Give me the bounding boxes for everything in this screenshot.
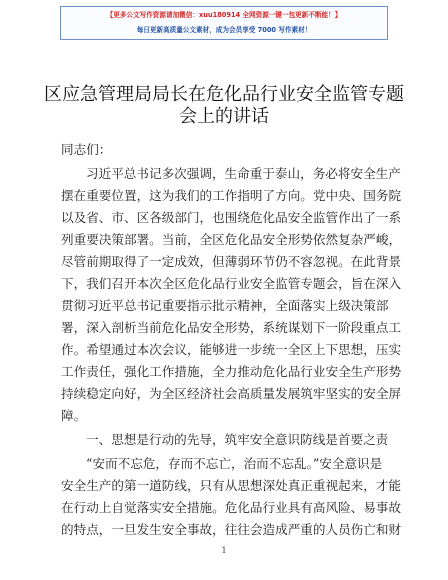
section-heading: 一、思想是行动的先导，筑牢安全意识防线是首要之责 — [86, 432, 389, 447]
body-line: 的特点，一旦发生安全事故，往往会造成严重的人员伤亡和财 — [61, 522, 402, 537]
promo-banner-line-2: 每日更新高质量公文素材，成为会员享受 7000 写作素材！ — [136, 26, 312, 34]
body-line: 列重要决策部署。当前，全区危化品安全形势依然复杂严峻， — [61, 232, 402, 247]
salutation: 同志们： — [61, 142, 112, 157]
body-line: 尽管前期取得了一定成效，但薄弱环节仍不容忽视。在此背景 — [61, 254, 402, 269]
body-line: 工作责任，强化工作措施，全力推动危化品行业安全生产形势 — [61, 364, 402, 379]
body-line: 下，我们召开本次全区危化品行业安全监管专题会，旨在深入 — [61, 276, 402, 291]
body-line: 在行动上自觉落实安全措施。危化品行业具有高风险、易事故 — [61, 500, 402, 515]
body-line: 持续稳定向好，为全区经济社会高质量发展筑牢坚实的安全屏 — [61, 386, 402, 401]
body-line: “安而不忘危，存而不忘亡，治而不忘乱。”安全意识是 — [86, 456, 383, 471]
promo-banner — [60, 6, 388, 40]
document-title-line-2: 会上的讲话 — [179, 106, 269, 127]
body-line: 障。 — [61, 408, 87, 423]
body-line: 作。希望通过本次会议，能够进一步统一全区上下思想，压实 — [61, 342, 402, 357]
body-line: 安全生产的第一道防线，只有从思想深处真正重视起来，才能 — [61, 478, 402, 493]
body-line: 贯彻习近平总书记重要指示批示精神，全面落实上级决策部 — [61, 298, 389, 313]
body-line: 摆在重要位置，这为我们的工作指明了方向。党中央、国务院 — [61, 188, 402, 203]
body-line: 以及省、市、区各级部门，也围绕危化品安全监管作出了一系 — [61, 210, 402, 225]
body-line: 署，深入剖析当前危化品安全形势，系统谋划下一阶段重点工 — [61, 320, 402, 335]
page-number: 1 — [221, 546, 227, 555]
document-title-line-1: 区应急管理局局长在危化品行业安全监管专题 — [44, 84, 404, 105]
promo-banner-line-1: 【更多公文写作资源请加微信：xuu180914 全网资源一键一包更新不断能！】 — [106, 11, 342, 19]
body-line: 习近平总书记多次强调，生命重于泰山，务必将安全生产 — [86, 166, 401, 181]
